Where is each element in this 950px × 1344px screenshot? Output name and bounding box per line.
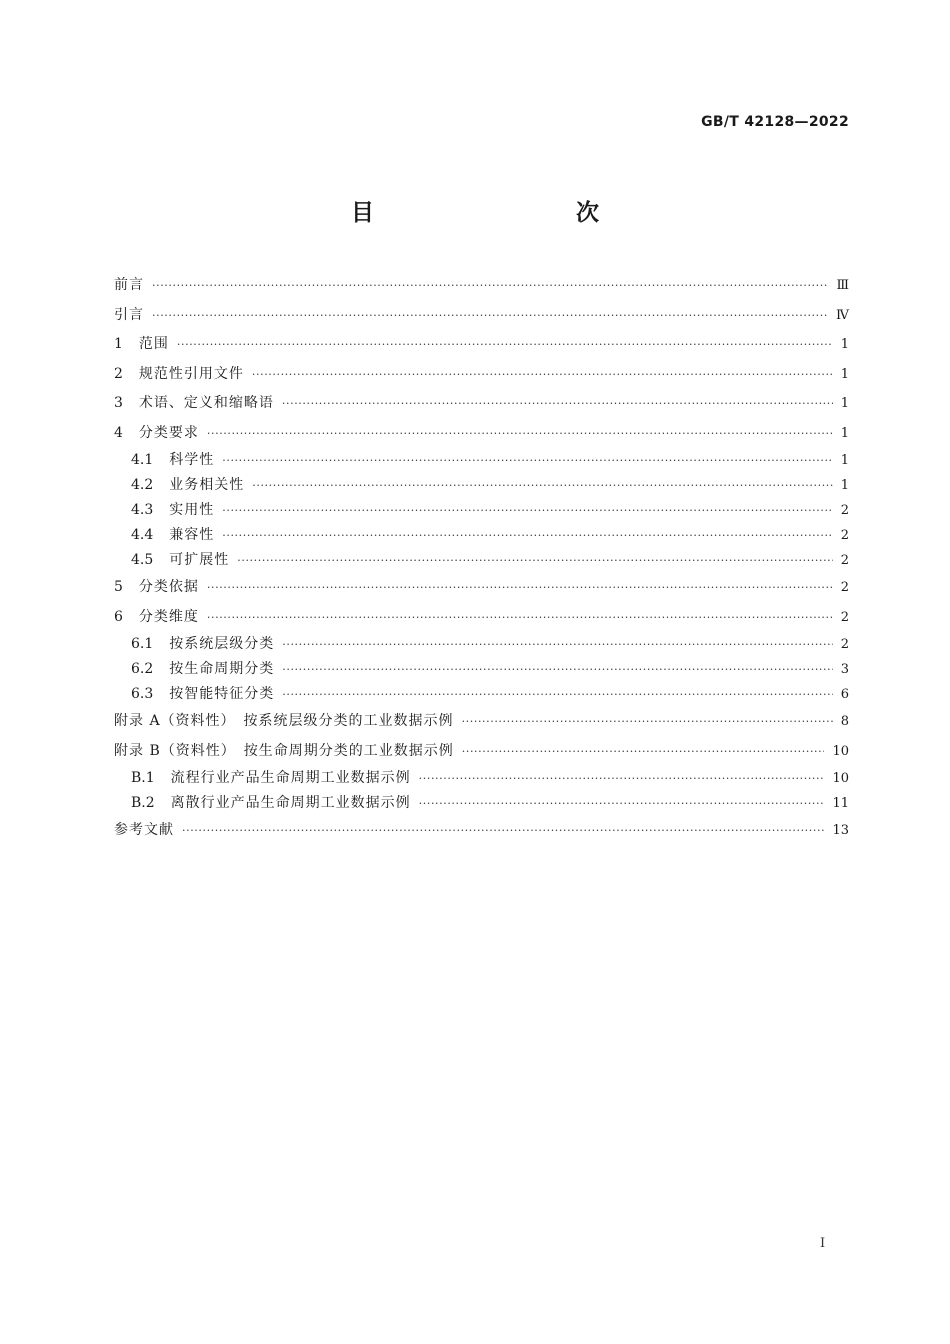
toc-entry[interactable] [114,360,849,390]
dot-leader [462,707,833,737]
toc-entry-page: 2 [840,580,849,595]
toc-entry[interactable] [114,573,849,603]
page-number: I [820,1236,826,1251]
toc-entry[interactable] [114,419,849,449]
toc-entry-page: 13 [832,823,849,838]
toc-entry-page: 2 [840,553,849,568]
dot-leader [222,498,832,523]
toc-entry-label: 分类依据 [138,579,199,595]
toc-entry[interactable] [114,498,849,523]
toc-entry[interactable] [114,523,849,548]
toc-entry-label: 按智能特征分类 [169,686,275,702]
dot-leader [282,657,832,682]
table-of-contents [114,271,849,846]
dot-leader [182,816,824,846]
dot-leader [177,330,833,360]
toc-entry[interactable] [114,816,849,846]
toc-entry-number: 2 [114,365,123,382]
toc-entry-page: Ⅳ [836,307,849,323]
toc-entry-number: 4.5 [131,552,154,568]
toc-entry-label: 规范性引用文件 [138,365,244,382]
dot-leader [152,301,828,331]
toc-entry-number: B.2 [131,795,155,811]
toc-entry-number: 6 [114,608,123,625]
toc-entry[interactable] [114,682,849,707]
toc-entry[interactable] [114,448,849,473]
toc-entry-label: 业务相关性 [169,477,245,493]
dot-leader [462,737,825,767]
toc-entry-number: 6.2 [131,661,154,677]
toc-entry-page: 8 [840,714,849,729]
toc-entry-label: 兼容性 [169,527,215,543]
toc-entry[interactable] [114,389,849,419]
dot-leader [207,573,833,603]
toc-entry-number: 4 [114,424,123,441]
toc-entry-label: 分类要求 [138,424,199,441]
toc-entry-page: 10 [832,743,849,759]
toc-entry[interactable] [114,301,849,331]
standard-number: GB/T 42128—2022 [701,114,849,130]
dot-leader [252,473,832,498]
dot-leader [207,419,833,449]
toc-entry-label: 引言 [114,306,144,323]
toc-entry-label: 分类维度 [138,608,199,625]
dot-leader [207,603,833,633]
toc-entry-label: 科学性 [169,452,215,468]
toc-entry[interactable] [114,330,849,360]
dot-leader [152,271,828,301]
toc-entry-number: 4.1 [131,452,154,468]
dot-leader [222,523,832,548]
dot-leader [282,632,832,657]
dot-leader [282,389,833,419]
toc-entry-number: 6.1 [131,636,154,652]
toc-entry-page: 1 [840,337,849,352]
toc-entry-label: 范围 [138,336,169,352]
toc-entry-page: 1 [840,425,849,441]
toc-entry-label: 流程行业产品生命周期工业数据示例 [170,770,411,786]
toc-entry-page: 6 [840,687,849,702]
toc-entry-label: 离散行业产品生命周期工业数据示例 [170,795,411,811]
toc-entry[interactable] [114,271,849,301]
dot-leader [252,360,833,390]
toc-entry-label: 按生命周期分类 [169,661,275,677]
dot-leader [222,448,832,473]
toc-entry-number: 3 [114,395,123,411]
toc-entry-page: 2 [840,637,849,652]
toc-entry-page: 1 [840,478,849,493]
toc-entry-page: 11 [832,796,849,811]
toc-entry[interactable] [114,548,849,573]
toc-entry-number: 4.4 [131,527,154,543]
toc-entry-label: 实用性 [169,502,215,518]
toc-entry[interactable] [114,473,849,498]
toc-entry-label: 按系统层级分类 [169,636,275,652]
toc-entry[interactable] [114,791,849,816]
toc-entry-page: 2 [840,503,849,518]
toc-entry-label: 附录 A（资料性） 按系统层级分类的工业数据示例 [114,713,454,729]
toc-entry-label: 参考文献 [114,822,174,838]
toc-entry[interactable] [114,657,849,682]
toc-entry[interactable] [114,766,849,791]
toc-entry-page: 1 [840,366,849,382]
toc-entry-page: 2 [840,609,849,625]
toc-entry-label: 可扩展性 [169,552,230,568]
dot-leader [282,682,832,707]
dot-leader [419,791,825,816]
toc-entry[interactable] [114,632,849,657]
toc-entry-page: 10 [832,771,849,786]
toc-entry-label: 前言 [114,277,144,293]
toc-entry-page: Ⅲ [836,278,849,293]
dot-leader [237,548,832,573]
toc-entry-page: 1 [840,396,849,411]
toc-entry[interactable] [114,737,849,767]
toc-entry-number: 4.3 [131,502,154,518]
toc-entry-number: 6.3 [131,686,154,702]
dot-leader [419,766,825,791]
toc-entry-label: 附录 B（资料性） 按生命周期分类的工业数据示例 [114,742,454,759]
toc-entry[interactable] [114,707,849,737]
toc-entry-number: 5 [114,579,123,595]
toc-entry-number: 4.2 [131,477,154,493]
toc-entry-page: 1 [840,453,849,468]
toc-title: 目 次 [351,200,651,226]
toc-entry-number: 1 [114,336,123,352]
toc-entry-label: 术语、定义和缩略语 [138,395,274,411]
toc-entry[interactable] [114,603,849,633]
toc-entry-page: 2 [840,528,849,543]
toc-entry-page: 3 [840,662,849,677]
toc-entry-number: B.1 [131,770,155,786]
